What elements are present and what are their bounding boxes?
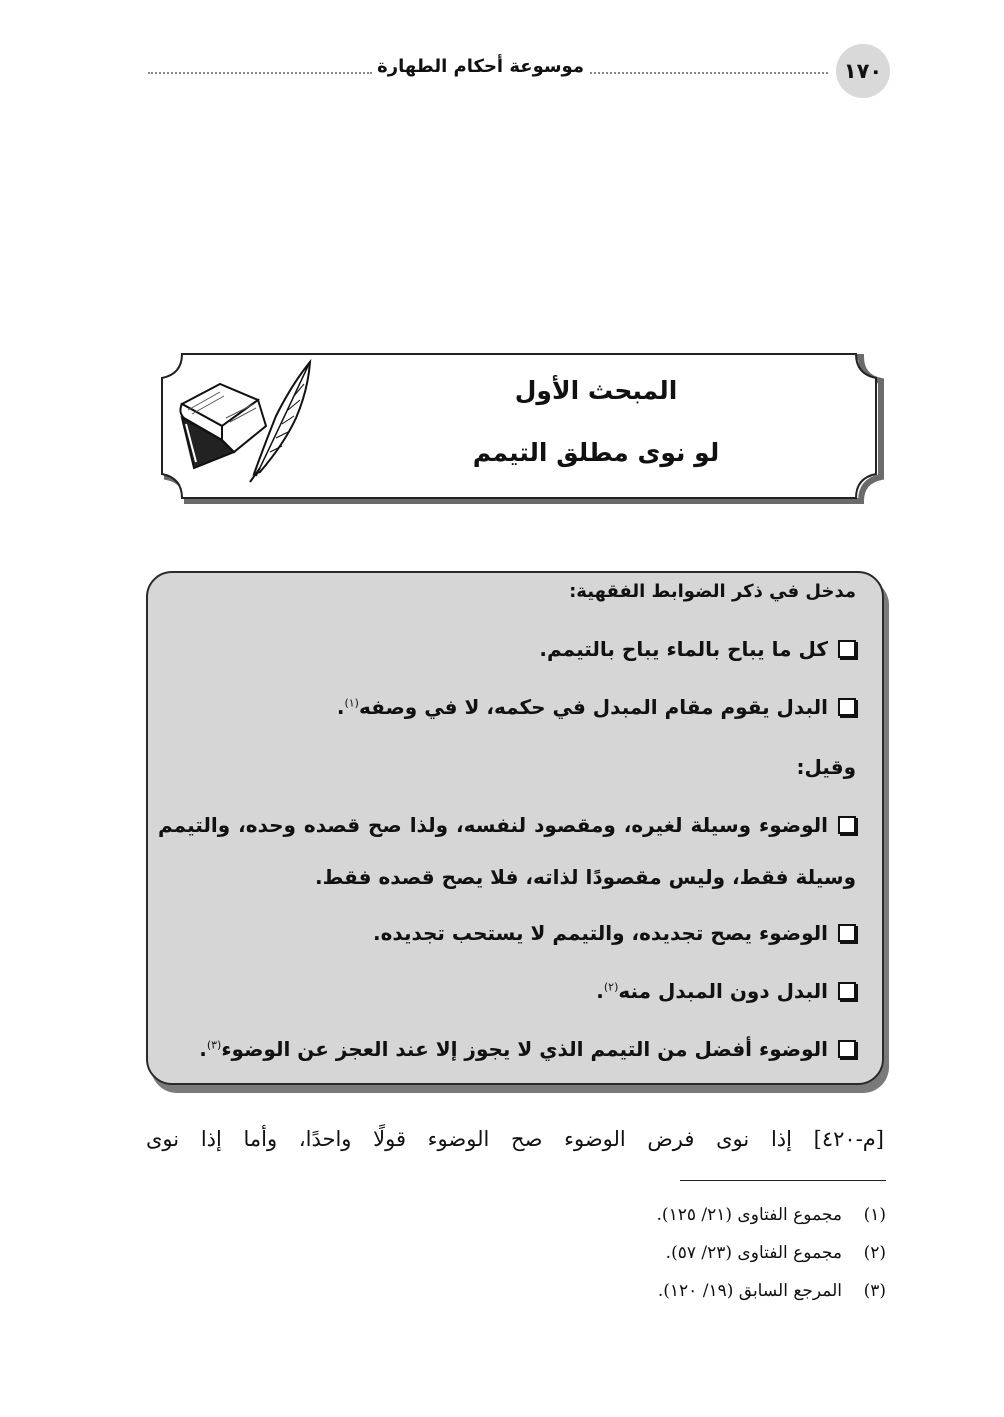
rule-item [156, 1037, 856, 1061]
footnote-text: مجموع الفتاوى (٢١/ ١٢٥). [656, 1205, 842, 1225]
jurisprudential-rules-box [146, 571, 884, 1085]
footnote-reference: (٣) [206, 1038, 222, 1052]
checkbox-bullet-icon [838, 1040, 856, 1058]
footnote-number: (١) [863, 1205, 886, 1225]
rule-punctuation: . [596, 979, 604, 1003]
running-book-title: موسوعة أحكام الطهارة [377, 56, 584, 77]
rule-item [156, 921, 856, 945]
footnote-item [657, 1196, 886, 1234]
rule-item [156, 979, 856, 1003]
book-and-quill-icon [160, 356, 320, 484]
chapter-subheading: لو نوى مطلق التيمم [472, 438, 720, 467]
footnote-reference: (١) [344, 696, 359, 710]
checkbox-bullet-icon [838, 982, 856, 1000]
rule-item [156, 637, 856, 661]
checkbox-bullet-icon [838, 698, 856, 716]
footnote-separator [680, 1180, 886, 1181]
page-number-badge: ١٧٠ [836, 44, 890, 98]
rule-punctuation: . [199, 1037, 207, 1061]
rule-text: البدل دون المبدل منه [618, 979, 828, 1003]
footnote-reference: (٢) [603, 980, 619, 994]
rule-label-line [156, 755, 856, 779]
footnote-item [657, 1234, 886, 1272]
footnote-number: (٣) [863, 1281, 886, 1301]
footnote-number: (٢) [863, 1243, 886, 1263]
rule-continuation: وسيلة فقط، وليس مقصودًا لذاته، فلا يصح قصده فقط. [314, 865, 856, 889]
footnote-text: مجموع الفتاوى (٢٣/ ٥٧). [665, 1243, 842, 1263]
footnotes [657, 1196, 886, 1310]
rule-item [156, 695, 856, 719]
rule-punctuation: . [336, 695, 345, 719]
rule-text: الوضوء وسيلة لغيره، ومقصود لنفسه، ولذا صح قصده وحده، والتيمم [158, 813, 828, 837]
checkbox-bullet-icon [838, 816, 856, 834]
chapter-heading: المبحث الأول [514, 376, 678, 405]
rule-text: كل ما يباح بالماء يباح بالتيمم. [539, 637, 828, 661]
chapter-title-frame [146, 348, 892, 504]
header-dotted-rule-right [590, 72, 828, 74]
footnote-item [657, 1272, 886, 1310]
rule-item [158, 813, 856, 837]
rule-text: الوضوء يصح تجديده، والتيمم لا يستحب تجديده. [372, 921, 828, 945]
checkbox-bullet-icon [838, 640, 856, 658]
body-paragraph-line: [م-٤٢٠] إذا نوى فرض الوضوء صح الوضوء قولًا واحدًا، وأما إذا نوى [146, 1127, 884, 1151]
header-dotted-rule-left [148, 72, 372, 74]
checkbox-bullet-icon [838, 924, 856, 942]
rule-text: الوضوء أفضل من التيمم الذي لا يجوز إلا عند العجز عن الوضوء [221, 1037, 828, 1061]
rule-text: البدل يقوم مقام المبدل في حكمه، لا في وصفه [358, 695, 828, 719]
rule-label: وقيل: [796, 755, 856, 779]
page-header [140, 44, 890, 100]
rules-box-title: مدخل في ذكر الضوابط الفقهية: [569, 581, 856, 602]
footnote-text: المرجع السابق (١٩/ ١٢٠). [657, 1281, 842, 1301]
